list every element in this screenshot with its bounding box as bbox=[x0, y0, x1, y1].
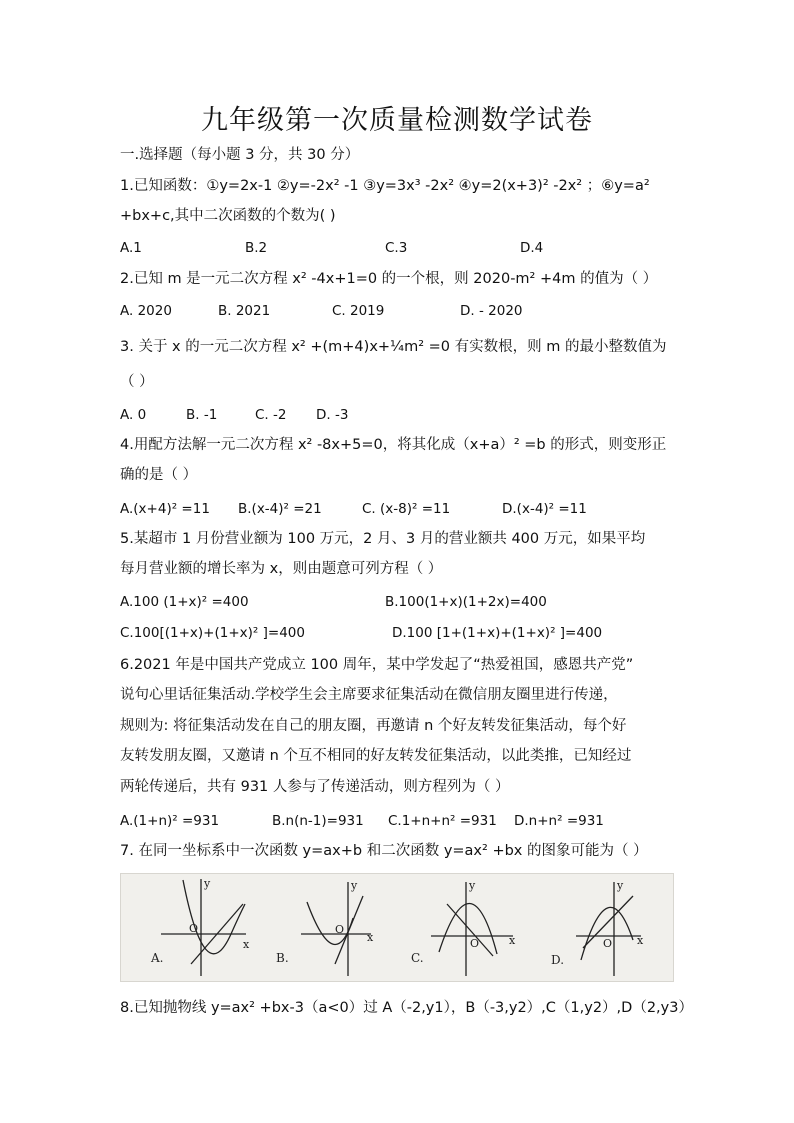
graph-b-x-label: x bbox=[367, 931, 374, 944]
graph-a-parabola bbox=[183, 880, 245, 954]
page-title: 九年级第一次质量检测数学试卷 bbox=[201, 105, 593, 136]
graph-c bbox=[411, 879, 516, 976]
graph-d-origin: O bbox=[603, 937, 613, 950]
question-6-line-3: 规则为: 将征集活动发在自己的朋友圈，再邀请 n 个好友转发征集活动，每个好 bbox=[120, 718, 627, 734]
question-4-line-2: 确的是（ ） bbox=[120, 467, 198, 483]
q2-option-b: B. 2021 bbox=[218, 303, 271, 319]
q1-option-b: B.2 bbox=[245, 240, 268, 256]
q1-option-a: A.1 bbox=[120, 240, 142, 256]
graph-c-label: C. bbox=[411, 951, 424, 965]
graph-c-origin: O bbox=[470, 937, 480, 950]
q2-option-a: A. 2020 bbox=[120, 303, 172, 319]
q5-option-b: B.100(1+x)(1+2x)=400 bbox=[385, 594, 547, 610]
graph-b-origin: O bbox=[335, 923, 345, 936]
q1-option-d: D.4 bbox=[520, 240, 544, 256]
graph-a-origin: O bbox=[189, 922, 199, 935]
q1-option-c: C.3 bbox=[385, 240, 408, 256]
graph-b-label: B. bbox=[276, 951, 289, 965]
q3-option-c: C. -2 bbox=[255, 407, 287, 423]
graph-c-x-label: x bbox=[509, 934, 516, 947]
graph-d-parabola bbox=[581, 907, 633, 960]
q3-option-a: A. 0 bbox=[120, 407, 147, 423]
question-2-line-1: 2.已知 m 是一元二次方程 x² -4x+1=0 的一个根，则 2020-m² +4m 的值为（ ） bbox=[120, 271, 658, 287]
q5-option-d: D.100 [1+(1+x)+(1+x)² ]=400 bbox=[392, 625, 603, 641]
graph-c-parabola bbox=[439, 903, 497, 954]
graph-d-y-label: y bbox=[617, 879, 624, 892]
graph-d-x-label: x bbox=[637, 934, 644, 947]
q6-option-d: D.n+n² =931 bbox=[514, 813, 604, 829]
graph-b-y-label: y bbox=[351, 879, 358, 892]
q5-option-a: A.100 (1+x)² =400 bbox=[120, 594, 249, 610]
question-3-line-1: 3. 关于 x 的一元二次方程 x² +(m+4)x+¼m² =0 有实数根，则 m 的最小整数值为 bbox=[120, 339, 667, 355]
question-3-line-2: （ ） bbox=[120, 374, 154, 390]
graph-b bbox=[276, 879, 374, 976]
graph-a-x-label: x bbox=[243, 938, 250, 951]
q7-graphs-svg bbox=[121, 874, 673, 981]
graph-c-y-label: y bbox=[469, 879, 476, 892]
question-1-line-1: 1.已知函数：①y=2x-1 ②y=-2x² -1 ③y=3x³ -2x² ④y=2(x+3)² -2x² ；⑥y=a² bbox=[120, 178, 650, 194]
q5-option-c: C.100[(1+x)+(1+x)² ]=400 bbox=[120, 625, 305, 641]
q4-option-b: B.(x-4)² =21 bbox=[238, 501, 322, 517]
q2-option-c: C. 2019 bbox=[332, 303, 385, 319]
q6-option-b: B.n(n-1)=931 bbox=[272, 813, 364, 829]
q6-option-a: A.(1+n)² =931 bbox=[120, 813, 220, 829]
section-heading: 一.选择题（每小题 3 分，共 30 分） bbox=[120, 147, 360, 163]
q6-option-c: C.1+n+n² =931 bbox=[388, 813, 497, 829]
q4-option-d: D.(x-4)² =11 bbox=[502, 501, 587, 517]
question-6-line-1: 6.2021 年是中国共产党成立 100 周年，某中学发起了“热爱祖国，感恩共产党” bbox=[120, 657, 634, 673]
q3-option-d: D. -3 bbox=[316, 407, 349, 423]
q4-option-a: A.(x+4)² =11 bbox=[120, 501, 210, 517]
question-4-line-1: 4.用配方法解一元二次方程 x² -8x+5=0，将其化成（x+a）² =b 的形式，则变形正 bbox=[120, 437, 667, 453]
q3-option-b: B. -1 bbox=[186, 407, 218, 423]
graph-a bbox=[150, 877, 250, 976]
q4-option-c: C. (x-8)² =11 bbox=[362, 501, 451, 517]
q2-option-d: D. - 2020 bbox=[460, 303, 523, 319]
graph-a-y-label: y bbox=[204, 877, 211, 890]
q7-graph-figure bbox=[120, 873, 674, 982]
question-6-line-5: 两轮传递后，共有 931 人参与了传递活动，则方程列为（ ） bbox=[120, 779, 510, 795]
graph-d bbox=[551, 879, 644, 976]
question-8-line-1: 8.已知抛物线 y=ax² +bx-3（a<0）过 A（-2,y1），B（-3,y2）,C（1,y2）,D（2,y3） bbox=[120, 1000, 693, 1016]
question-5-line-1: 5.某超市 1 月份营业额为 100 万元，2 月、3 月的营业额共 400 万元，如果平均 bbox=[120, 531, 646, 547]
question-1-line-2: +bx+c,其中二次函数的个数为( ) bbox=[120, 208, 336, 224]
question-7-line-1: 7. 在同一坐标系中一次函数 y=ax+b 和二次函数 y=ax² +bx 的图象可能为（ ） bbox=[120, 843, 648, 859]
question-5-line-2: 每月营业额的增长率为 x，则由题意可列方程（ ） bbox=[120, 561, 443, 577]
graph-d-label: D. bbox=[551, 953, 565, 967]
question-6-line-2: 说句心里话征集活动.学校学生会主席要求征集活动在微信朋友圈里进行传递， bbox=[120, 687, 618, 703]
question-6-line-4: 友转发朋友圈，又邀请 n 个互不相同的好友转发征集活动，以此类推，已知经过 bbox=[120, 748, 632, 764]
graph-a-label: A. bbox=[151, 951, 164, 965]
